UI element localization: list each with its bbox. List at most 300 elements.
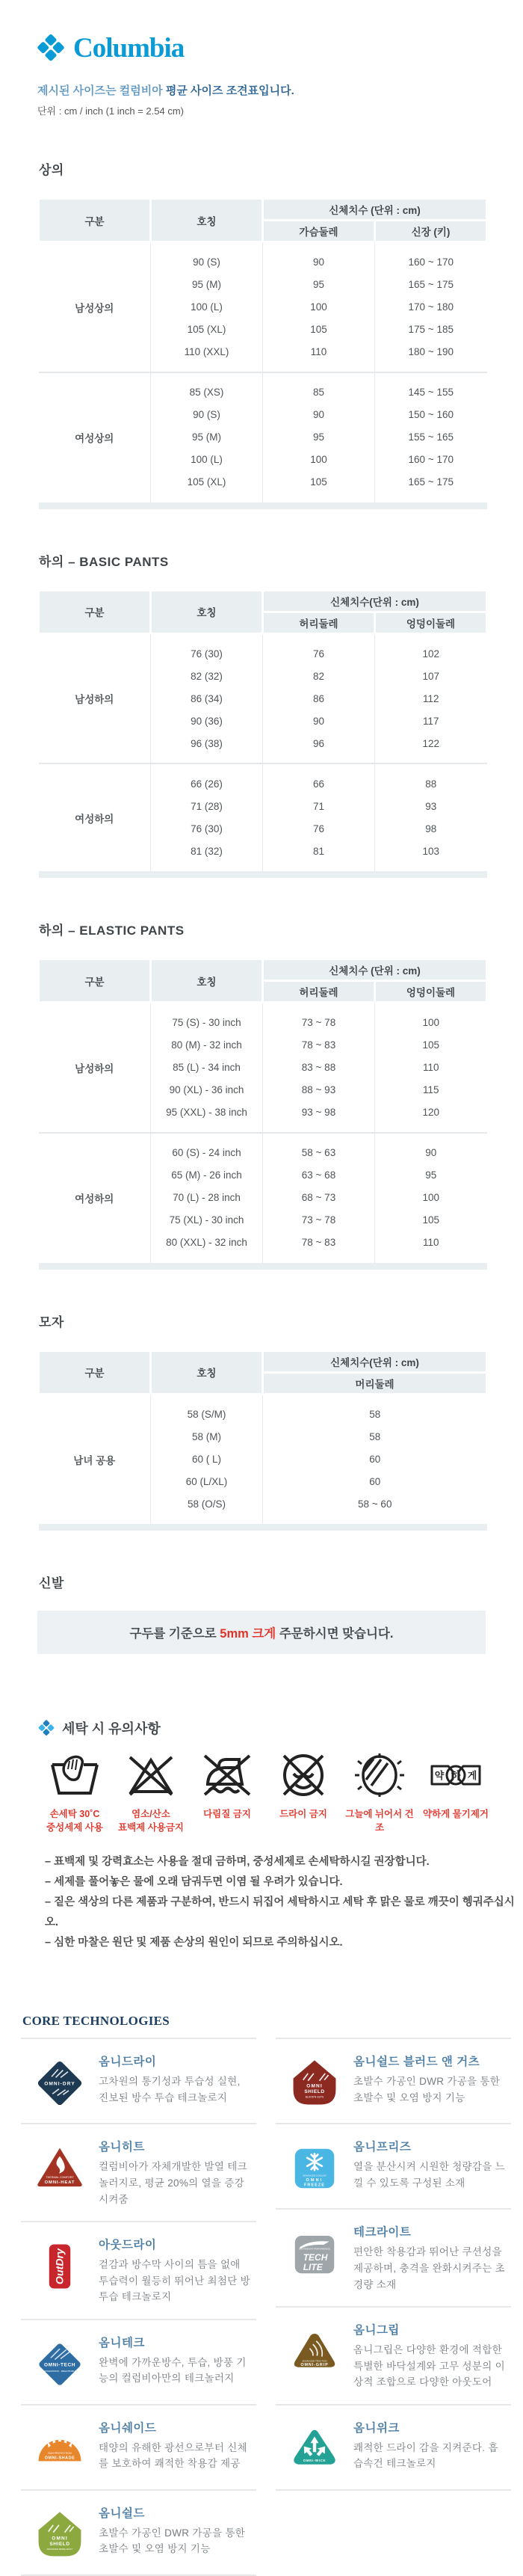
measurement-cell: 160 ~ 170 xyxy=(375,251,487,274)
spacer-cell xyxy=(263,754,375,763)
spacer-cell xyxy=(263,363,375,372)
measurement-cell: 58 ~ 63 xyxy=(263,1142,375,1164)
tech-name: 옴니쉴드 xyxy=(99,2506,145,2520)
svg-text:게: 게 xyxy=(467,1770,477,1781)
group-name-cell: 여성상의 xyxy=(39,372,151,502)
measurement-cell: 68 ~ 73 xyxy=(263,1187,375,1209)
wash-title xyxy=(37,1718,523,1738)
shoes-notice xyxy=(37,1611,486,1654)
tech-item xyxy=(276,2306,511,2404)
measurement-cell: 85 xyxy=(263,381,375,404)
spacer-cell xyxy=(151,1124,263,1133)
size-table-section xyxy=(0,1312,523,1531)
spacer-cell xyxy=(263,1133,375,1142)
measurement-cell: 90 xyxy=(263,251,375,274)
table-section-title: 상의 xyxy=(39,163,64,177)
wash-caption: 염소/산소 표백제 사용금지 xyxy=(118,1809,184,1833)
tech-text xyxy=(99,2053,256,2106)
spacer-cell xyxy=(375,763,487,772)
spacer-cell xyxy=(375,862,487,871)
tech-item xyxy=(21,2038,256,2123)
measurement-cell: 150 ~ 160 xyxy=(375,404,487,426)
column-header-group: 구분 xyxy=(39,959,151,1003)
omni-shield-logo-icon xyxy=(21,2504,99,2561)
spacer-cell xyxy=(263,1254,375,1263)
spacer-cell xyxy=(151,372,263,381)
measurement-cell: 100 xyxy=(263,449,375,471)
wash-caption: 그늘에 뉘어서 건조 xyxy=(345,1809,414,1833)
spacer-cell xyxy=(151,633,263,642)
spacer-cell xyxy=(375,363,487,372)
spacer-cell xyxy=(151,494,263,502)
size-label-cell: 105 (XL) xyxy=(151,471,263,494)
wash-note-list xyxy=(45,1852,523,1952)
group-name-cell: 여성하의 xyxy=(39,763,151,871)
spacer-cell xyxy=(375,372,487,381)
wash-note-item: – 세제를 풀어놓은 물에 오래 담궈두면 이염 될 우려가 있습니다. xyxy=(45,1876,343,1889)
shoes-title: 신발 xyxy=(39,1576,64,1590)
size-label-cell: 95 (M) xyxy=(151,274,263,296)
omni-tech-logo-icon xyxy=(21,2334,99,2391)
measurement-cell: 58 xyxy=(263,1425,487,1448)
wash-title-text: 세탁 시 유의사항 xyxy=(62,1721,161,1736)
svg-text:BLOOD'N GUTS: BLOOD'N GUTS xyxy=(305,2096,324,2099)
svg-text:OMNI-DRY: OMNI-DRY xyxy=(44,2082,75,2088)
intro-headline-light: 제시된 사이즈는 컬럼비아 xyxy=(37,84,166,97)
core-tech-section xyxy=(0,2014,523,2576)
tech-text xyxy=(99,2419,256,2472)
svg-text:OMNI-TECH: OMNI-TECH xyxy=(43,2362,76,2368)
measurement-cell: 105 xyxy=(375,1209,487,1232)
measurement-cell: 90 xyxy=(263,404,375,426)
column-subheader: 신장 (키) xyxy=(375,221,487,242)
omni-freeze-logo-icon xyxy=(276,2138,353,2195)
measurement-cell: 95 xyxy=(263,274,375,296)
svg-text:OMNI-WICK: OMNI-WICK xyxy=(303,2458,327,2462)
measurement-cell: 78 ~ 83 xyxy=(263,1034,375,1057)
size-label-cell: 58 (M) xyxy=(151,1425,263,1448)
spacer-cell xyxy=(151,242,263,251)
table-bottom-bar xyxy=(39,871,487,878)
spacer-cell xyxy=(375,1124,487,1133)
tech-item xyxy=(276,2038,511,2123)
wash-caption: 약하게 물기제거 xyxy=(423,1809,489,1819)
measurement-cell: 103 xyxy=(375,840,487,862)
size-table xyxy=(37,197,488,509)
omni-heat-logo-icon xyxy=(21,2138,99,2195)
spacer-cell xyxy=(151,763,263,772)
column-header-bodysize: 신체치수 (단위 : cm) xyxy=(263,959,487,981)
tech-column-right xyxy=(276,2038,511,2491)
svg-text:ADVANCED COOLING: ADVANCED COOLING xyxy=(303,2174,327,2177)
svg-text:SHIELD: SHIELD xyxy=(304,2089,325,2095)
wash-item xyxy=(190,1751,264,1834)
size-label-cell: 58 (S/M) xyxy=(151,1403,263,1425)
no-dryclean-icon xyxy=(275,1789,332,1802)
size-label-cell: 76 (30) xyxy=(151,817,263,840)
spacer-cell xyxy=(263,494,375,502)
tech-desc: 고차원의 통기성과 투습성 실현, 진보된 방수 투습 테크놀로지 xyxy=(99,2076,241,2103)
tech-grid xyxy=(21,2038,511,2576)
size-label-cell: 80 (XXL) - 32 inch xyxy=(151,1232,263,1254)
spacer-cell xyxy=(375,494,487,502)
column-header-size: 호칭 xyxy=(151,590,263,633)
measurement-cell: 117 xyxy=(375,710,487,732)
omni-shade-logo-icon xyxy=(21,2419,99,2476)
spacer-cell xyxy=(151,1254,263,1263)
tech-desc: 편안한 착용감과 뛰어난 쿠션성을 제공하며, 충격을 완화시켜주는 초경량 소재 xyxy=(353,2246,505,2290)
measurement-cell: 90 xyxy=(375,1142,487,1164)
column-subheader: 머리둘레 xyxy=(263,1372,487,1394)
omni-shield-bg-logo-icon xyxy=(276,2053,353,2109)
size-label-cell: 76 (30) xyxy=(151,642,263,665)
measurement-cell: 76 xyxy=(263,642,375,665)
tech-desc: 겉감과 방수막 사이의 틈을 없애 투습력이 월등히 뛰어난 최첨단 방투습 테크놀로지 xyxy=(99,2259,250,2303)
measurement-cell: 71 xyxy=(263,795,375,817)
measurement-cell: 165 ~ 175 xyxy=(375,471,487,494)
svg-text:THERMAL COMFORT: THERMAL COMFORT xyxy=(46,2176,74,2180)
column-subheader: 엉덩이둘레 xyxy=(375,612,487,633)
no-iron-icon xyxy=(199,1789,256,1802)
size-label-cell: 82 (32) xyxy=(151,665,263,687)
tech-item xyxy=(276,2404,511,2489)
tech-column-left xyxy=(21,2038,256,2576)
size-label-cell: 95 (M) xyxy=(151,426,263,449)
spacer-cell xyxy=(263,242,375,251)
measurement-cell: 170 ~ 180 xyxy=(375,296,487,319)
column-header-bodysize: 신체치수(단위 : cm) xyxy=(263,590,487,612)
tech-item xyxy=(276,2123,511,2208)
group-name-cell: 남성하의 xyxy=(75,694,114,706)
spacer-cell xyxy=(375,1133,487,1142)
spacer-cell xyxy=(151,1133,263,1142)
wash-item xyxy=(37,1751,112,1834)
spacer-cell xyxy=(263,1394,487,1403)
measurement-cell: 105 xyxy=(263,471,375,494)
wash-note-item: – 심한 마찰은 원단 및 제품 손상의 원인이 되므로 주의하십시오. xyxy=(45,1936,343,1949)
size-tables xyxy=(0,159,523,1531)
measurement-cell: 122 xyxy=(375,732,487,754)
wash-item xyxy=(418,1751,493,1834)
wash-note-item: – 표백제 및 강력효소는 사용을 절대 금하며, 중성세제로 손세탁하시길 권장합니다. xyxy=(45,1856,430,1869)
spacer-cell xyxy=(151,1515,263,1524)
size-label-cell: 85 (L) - 34 inch xyxy=(151,1057,263,1079)
techlite-logo-icon xyxy=(276,2223,353,2280)
omni-grip-logo-icon xyxy=(276,2321,353,2378)
measurement-cell: 60 xyxy=(263,1448,487,1470)
size-label-cell: 58 (O/S) xyxy=(151,1493,263,1515)
measurement-cell: 73 ~ 78 xyxy=(263,1209,375,1232)
size-table-section xyxy=(0,551,523,879)
tech-desc: 컬럼비아가 자체개발한 발열 테크놀러지로, 평균 20%의 열을 증강시켜줌 xyxy=(99,2161,247,2205)
wash-caption: 다림질 금지 xyxy=(203,1809,251,1819)
tech-name: 옴니프리즈 xyxy=(353,2141,412,2154)
measurement-cell: 83 ~ 88 xyxy=(263,1057,375,1079)
measurement-cell: 112 xyxy=(375,687,487,710)
spacer-cell xyxy=(375,633,487,642)
tech-text xyxy=(353,2419,511,2472)
measurement-cell: 155 ~ 165 xyxy=(375,426,487,449)
tech-item xyxy=(21,2404,256,2489)
svg-text:OutDry: OutDry xyxy=(54,2248,66,2285)
column-header-bodysize: 신체치수(단위 : cm) xyxy=(263,1350,487,1372)
omni-wick-logo-icon xyxy=(276,2419,353,2476)
column-subheader: 엉덩이둘레 xyxy=(375,981,487,1003)
size-label-cell: 71 (28) xyxy=(151,795,263,817)
size-label-cell: 65 (M) - 26 inch xyxy=(151,1164,263,1187)
group-name-cell: 여성하의 xyxy=(39,1133,151,1263)
measurement-cell: 73 ~ 78 xyxy=(263,1012,375,1034)
wash-item xyxy=(114,1751,188,1834)
unit-note: 단위 : cm / inch (1 inch = 2.54 cm) xyxy=(37,105,184,117)
tech-text xyxy=(99,2504,256,2557)
size-label-cell: 81 (32) xyxy=(151,840,263,862)
measurement-cell: 58 ~ 60 xyxy=(263,1493,487,1515)
svg-text:OMNI: OMNI xyxy=(52,2536,68,2542)
tech-desc: 초발수 가공인 DWR 가공을 통한 초발수 및 오염 방지 기능 xyxy=(353,2076,501,2103)
measurement-cell: 88 xyxy=(375,772,487,795)
measurement-cell: 100 xyxy=(375,1012,487,1034)
spacer-cell xyxy=(151,1003,263,1012)
measurement-cell: 95 xyxy=(375,1164,487,1187)
table-bottom-bar xyxy=(39,1524,487,1531)
tech-name: 옴니히트 xyxy=(99,2141,145,2154)
tech-name: 테크라이트 xyxy=(353,2226,412,2240)
measurement-cell: 145 ~ 155 xyxy=(375,381,487,404)
column-subheader: 허리둘레 xyxy=(263,981,375,1003)
spacer-cell xyxy=(151,1394,263,1403)
spacer-cell xyxy=(151,363,263,372)
svg-text:FREEZE: FREEZE xyxy=(303,2183,326,2188)
measurement-cell: 90 xyxy=(263,710,375,732)
svg-text:OMNI-GRIP: OMNI-GRIP xyxy=(300,2363,329,2368)
tech-desc: 태양의 유해한 광선으로부터 신체를 보호하여 쾌적한 착용감 제공 xyxy=(99,2441,247,2470)
wash-item xyxy=(266,1751,341,1834)
size-label-cell: 100 (L) xyxy=(151,296,263,319)
tech-item xyxy=(21,2221,256,2319)
table-section-title: 하의 – ELASTIC PANTS xyxy=(39,923,185,938)
column-header-bodysize: 신체치수 (단위 : cm) xyxy=(263,199,487,221)
tech-item xyxy=(21,2319,256,2404)
size-label-cell: 110 (XXL) xyxy=(151,341,263,363)
tech-desc: 열을 분산시켜 시원한 청량감을 느낄 수 있도록 구성된 소재 xyxy=(353,2161,505,2189)
measurement-cell: 96 xyxy=(263,732,375,754)
size-label-cell: 96 (38) xyxy=(151,732,263,754)
measurement-cell: 100 xyxy=(263,296,375,319)
tech-text xyxy=(99,2138,256,2207)
measurement-cell: 160 ~ 170 xyxy=(375,449,487,471)
measurement-cell: 165 ~ 175 xyxy=(375,274,487,296)
measurement-cell: 110 xyxy=(263,341,375,363)
size-table xyxy=(37,958,488,1270)
measurement-cell: 88 ~ 93 xyxy=(263,1079,375,1101)
spacer-cell xyxy=(263,633,375,642)
svg-text:TECH: TECH xyxy=(303,2252,328,2263)
tech-text xyxy=(353,2053,511,2106)
spacer-cell xyxy=(375,242,487,251)
measurement-cell: 81 xyxy=(263,840,375,862)
column-header-size: 호칭 xyxy=(151,199,263,242)
wash-diamond-icon xyxy=(37,1720,55,1736)
measurement-cell: 66 xyxy=(263,772,375,795)
size-label-cell: 95 (XXL) - 38 inch xyxy=(151,1101,263,1124)
tech-text xyxy=(99,2334,256,2387)
tech-name: 아웃드라이 xyxy=(99,2239,157,2252)
tech-text xyxy=(353,2138,511,2191)
size-label-cell: 90 (S) xyxy=(151,251,263,274)
svg-text:약: 약 xyxy=(434,1770,445,1781)
column-header-size: 호칭 xyxy=(151,959,263,1003)
size-label-cell: 60 ( L) xyxy=(151,1448,263,1470)
tech-name: 옴니드라이 xyxy=(99,2056,157,2069)
spacer-cell xyxy=(375,1254,487,1263)
wash-item xyxy=(342,1751,417,1834)
measurement-cell: 120 xyxy=(375,1101,487,1124)
size-label-cell: 85 (XS) xyxy=(151,381,263,404)
svg-text:WATERPROOF · BREATHABLE: WATERPROOF · BREATHABLE xyxy=(43,2369,77,2373)
size-label-cell: 90 (S) xyxy=(151,404,263,426)
wash-section xyxy=(37,1718,523,1952)
tech-desc: 완벽에 가까운방수, 투습, 방풍 기능의 컬럼비아만의 테크놀러지 xyxy=(99,2356,247,2385)
svg-text:LIGHTWEIGHT PERFORMANCE: LIGHTWEIGHT PERFORMANCE xyxy=(298,2247,331,2251)
column-header-group: 구분 xyxy=(39,590,151,633)
tech-name: 옴니위크 xyxy=(353,2421,400,2435)
group-name-cell: 남성상의 xyxy=(75,302,114,314)
tech-text xyxy=(353,2321,511,2391)
table-bottom-bar xyxy=(39,502,487,509)
svg-text:ADVANCED REPELLENCY: ADVANCED REPELLENCY xyxy=(46,2548,73,2551)
svg-text:SUN PROTECTION: SUN PROTECTION xyxy=(48,2451,72,2455)
size-table xyxy=(37,1350,488,1531)
shoes-notice-suffix: 주문하시면 맞습니다. xyxy=(276,1627,394,1641)
omni-dry-logo-icon xyxy=(21,2053,99,2109)
measurement-cell: 86 xyxy=(263,687,375,710)
wash-caption: 드라이 금지 xyxy=(279,1809,327,1819)
svg-text:OMNI: OMNI xyxy=(306,2083,323,2089)
size-table-section xyxy=(0,920,523,1270)
measurement-cell: 63 ~ 68 xyxy=(263,1164,375,1187)
wash-icon-list xyxy=(37,1751,493,1834)
tech-text xyxy=(353,2223,511,2293)
column-header-group: 구분 xyxy=(39,199,151,242)
no-bleach-icon xyxy=(123,1789,179,1802)
measurement-cell: 76 xyxy=(263,817,375,840)
tech-desc: 초발수 가공인 DWR 가공을 통한 초발수 및 오염 방지 기능 xyxy=(99,2527,246,2555)
wring-gently-icon xyxy=(427,1770,484,1802)
svg-text:SHIELD: SHIELD xyxy=(49,2542,70,2548)
tech-name: 옴니테크 xyxy=(99,2336,145,2349)
table-section-title: 하의 – BASIC PANTS xyxy=(39,554,169,569)
tech-name: 옴니그립 xyxy=(353,2324,400,2337)
svg-text:OMNI-HEAT: OMNI-HEAT xyxy=(44,2180,75,2186)
spacer-cell xyxy=(151,862,263,871)
size-label-cell: 90 (36) xyxy=(151,710,263,732)
spacer-cell xyxy=(263,372,375,381)
measurement-cell: 82 xyxy=(263,665,375,687)
svg-text:하: 하 xyxy=(451,1770,461,1781)
tech-name: 옴니쉐이드 xyxy=(99,2421,157,2435)
measurement-cell: 60 xyxy=(263,1470,487,1493)
shoes-notice-prefix: 구두를 기준으로 xyxy=(129,1627,220,1641)
measurement-cell: 95 xyxy=(263,426,375,449)
tech-item xyxy=(21,2489,256,2575)
tech-desc: 쾌적한 드라이 감을 지켜준다. 흡습속건 테크놀로지 xyxy=(353,2441,498,2470)
spacer-cell xyxy=(263,862,375,871)
size-label-cell: 60 (L/XL) xyxy=(151,1470,263,1493)
core-tech-title: CORE TECHNOLOGIES xyxy=(22,2014,170,2029)
svg-text:ADVANCED TRACTION: ADVANCED TRACTION xyxy=(302,2359,327,2363)
svg-text:OMNI: OMNI xyxy=(306,2178,324,2183)
measurement-cell: 175 ~ 185 xyxy=(375,319,487,341)
size-label-cell: 75 (S) - 30 inch xyxy=(151,1012,263,1034)
table-section-title: 모자 xyxy=(39,1315,64,1330)
shoes-section xyxy=(0,1573,523,1654)
spacer-cell xyxy=(263,1003,375,1012)
outdry-logo-icon xyxy=(21,2236,99,2293)
size-label-cell: 105 (XL) xyxy=(151,319,263,341)
spacer-cell xyxy=(263,1124,375,1133)
intro-headline xyxy=(37,82,523,98)
tech-desc: 옴니그립은 다양한 환경에 적합한 특별한 바닥설계와 고무 성분의 이상적 조합으로 다양한 아웃도어 xyxy=(353,2344,505,2388)
size-label-cell: 100 (L) xyxy=(151,449,263,471)
svg-text:LITE: LITE xyxy=(303,2262,323,2273)
shade-dry-icon xyxy=(351,1789,408,1802)
measurement-cell: 180 ~ 190 xyxy=(375,341,487,363)
brand-logo xyxy=(34,30,523,66)
size-label-cell: 60 (S) - 24 inch xyxy=(151,1142,263,1164)
column-header-group: 구분 xyxy=(39,1350,151,1394)
size-label-cell: 90 (XL) - 36 inch xyxy=(151,1079,263,1101)
column-subheader: 가슴둘레 xyxy=(263,221,375,242)
measurement-cell: 105 xyxy=(263,319,375,341)
size-table xyxy=(37,589,488,879)
wash-note-item: – 짙은 색상의 다른 제품과 구분하여, 반드시 뒤집어 세탁하시고 세탁 후 맑은 물로 깨끗이 헹궈주십시오. xyxy=(45,1896,515,1928)
measurement-cell: 93 ~ 98 xyxy=(263,1101,375,1124)
size-label-cell: 86 (34) xyxy=(151,687,263,710)
measurement-cell: 110 xyxy=(375,1232,487,1254)
columbia-mark-icon xyxy=(34,33,67,63)
intro-headline-bold: 평균 사이즈 조견표입니다. xyxy=(165,84,294,97)
measurement-cell: 98 xyxy=(375,817,487,840)
table-bottom-bar xyxy=(39,1263,487,1270)
svg-text:OMNI-SHADE: OMNI-SHADE xyxy=(44,2456,75,2461)
size-label-cell: 66 (26) xyxy=(151,772,263,795)
size-table-section xyxy=(0,159,523,509)
measurement-cell: 58 xyxy=(263,1403,487,1425)
measurement-cell: 100 xyxy=(375,1187,487,1209)
measurement-cell: 115 xyxy=(375,1079,487,1101)
wash-caption: 손세탁 30˚C 중성세제 사용 xyxy=(46,1809,103,1833)
tech-text xyxy=(99,2236,256,2305)
column-header-size: 호칭 xyxy=(151,1350,263,1394)
measurement-cell: 105 xyxy=(375,1034,487,1057)
spacer-cell xyxy=(375,1003,487,1012)
measurement-cell: 93 xyxy=(375,795,487,817)
size-label-cell: 70 (L) - 28 inch xyxy=(151,1187,263,1209)
size-label-cell: 75 (XL) - 30 inch xyxy=(151,1209,263,1232)
measurement-cell: 107 xyxy=(375,665,487,687)
tech-item xyxy=(276,2208,511,2306)
spacer-cell xyxy=(375,754,487,763)
shoes-notice-highlight: 5mm 크게 xyxy=(220,1627,276,1641)
measurement-cell: 102 xyxy=(375,642,487,665)
spacer-cell xyxy=(263,763,375,772)
measurement-cell: 110 xyxy=(375,1057,487,1079)
tech-name: 옴니쉴드 블러드 앤 거츠 xyxy=(353,2056,480,2069)
spacer-cell xyxy=(263,1515,487,1524)
group-name-cell: 남녀 공용 xyxy=(73,1454,116,1466)
measurement-cell: 78 ~ 83 xyxy=(263,1232,375,1254)
